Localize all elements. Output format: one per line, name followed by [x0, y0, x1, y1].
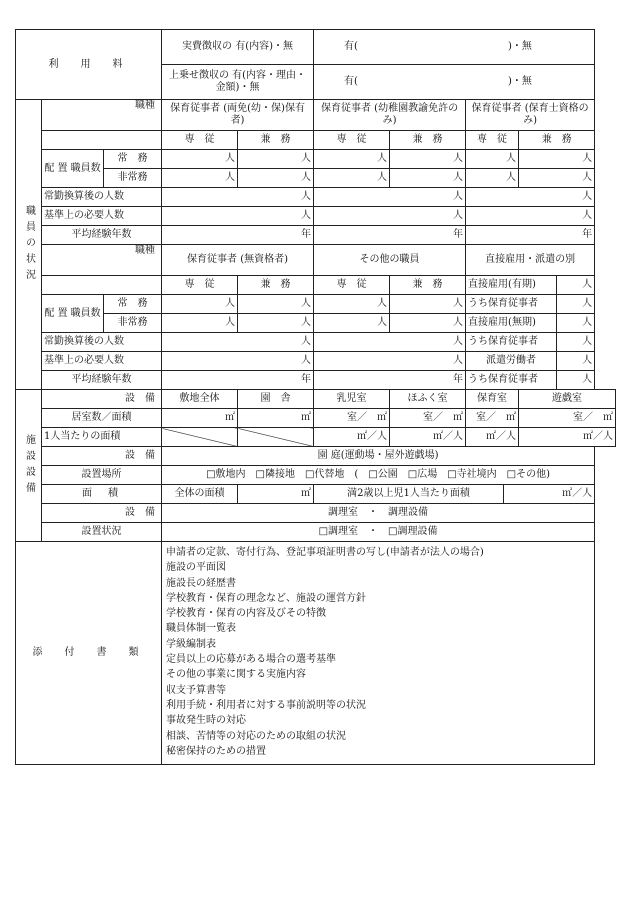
blank [42, 131, 162, 150]
doc-item: 利用手続・利用者に対する事前説明等の状況 [166, 699, 366, 711]
kenmu-2: 兼 務 [390, 131, 466, 150]
hijokin-label-2: 非常務 [104, 314, 162, 333]
blank [42, 276, 162, 295]
per-unit[interactable]: ㎡／人 [466, 428, 519, 447]
hitsuyo-label-1: 基準上の必要人数 [42, 207, 162, 226]
unit[interactable]: 年 [162, 371, 314, 390]
per-unit[interactable]: ㎡／人 [519, 428, 616, 447]
kenmu-5: 兼 務 [390, 276, 466, 295]
unit[interactable]: 人 [390, 150, 466, 169]
unit[interactable]: 年 [466, 226, 595, 245]
keiken-label-2: 平均経験年数 [42, 371, 162, 390]
room-site: 敷地全体 [162, 390, 238, 409]
kitchen-label: 調理室 ・ 調理設備 [162, 504, 595, 523]
room-area-unit[interactable]: 室／ ㎡ [314, 409, 390, 428]
diagonal-cell [162, 428, 238, 447]
haichi-label-1: 配 置 職員数 [42, 150, 104, 188]
m2-unit[interactable]: ㎡ [238, 485, 314, 504]
group2-col3: 直接雇用・派遣の別 [466, 245, 595, 276]
actual-fee-label: 実費徴収の 有(内容)・無 [162, 30, 314, 65]
menseki-label: 面 積 [42, 485, 162, 504]
haichi-label-2: 配 置 職員数 [42, 295, 104, 333]
room-infant: 乳児室 [314, 390, 390, 409]
facility-section-label: 施設設備 [16, 390, 42, 542]
unit[interactable]: 人 [162, 314, 238, 333]
kanzan-label-2: 常勤換算後の人数 [42, 333, 162, 352]
doc-item: 学校教育・保育の理念など、施設の運営方針 [166, 592, 366, 604]
emp-row-6: うち保育従事者 [466, 371, 557, 390]
unit[interactable]: 人 [519, 169, 595, 188]
keiken-label-1: 平均経験年数 [42, 226, 162, 245]
application-form-table [15, 29, 616, 765]
unit[interactable]: 人 [314, 352, 466, 371]
unit[interactable]: 人 [466, 188, 595, 207]
m2-unit[interactable]: ㎡ [162, 409, 238, 428]
unit[interactable]: 人 [162, 352, 314, 371]
unit[interactable]: 人 [314, 295, 390, 314]
unit[interactable]: 人 [390, 295, 466, 314]
kenmu-4: 兼 務 [238, 276, 314, 295]
group1-col2: 保育従事者 (幼稚園教諭免許のみ) [314, 100, 466, 131]
unit[interactable]: 人 [466, 207, 595, 226]
unit[interactable]: 人 [314, 188, 466, 207]
unit[interactable]: 人 [557, 371, 595, 390]
emp-row-5: 派遣労働者 [466, 352, 557, 371]
unit[interactable]: 人 [162, 333, 314, 352]
jokin-label-1: 常 務 [104, 150, 162, 169]
emp-row-4: うち保育従事者 [466, 333, 557, 352]
room-area-unit[interactable]: 室／ ㎡ [466, 409, 519, 428]
doc-item: 学校教育・保育の内容及びその特徴 [166, 608, 326, 620]
unit[interactable]: 人 [314, 314, 390, 333]
doc-item: 施設の平面図 [166, 562, 226, 574]
doc-item: 学級編制表 [166, 638, 216, 650]
unit[interactable]: 人 [314, 207, 466, 226]
unit[interactable]: 人 [162, 295, 238, 314]
diagonal-cell [238, 428, 314, 447]
jokin-label-2: 常 務 [104, 295, 162, 314]
setsubi-label-1: 設 備 [42, 390, 162, 409]
emp-row-3: 直接雇用(無期) [466, 314, 557, 333]
per-unit[interactable]: ㎡／人 [504, 485, 595, 504]
unit[interactable]: 人 [162, 188, 314, 207]
room-area-unit[interactable]: 室／ ㎡ [519, 409, 616, 428]
unit[interactable]: 人 [557, 295, 595, 314]
setchi-jokyo-label: 設置状況 [42, 523, 162, 542]
doc-item: 相談、苦情等の対応のための取組の状況 [166, 730, 346, 742]
hijokin-label-1: 非常務 [104, 169, 162, 188]
unit[interactable]: 人 [162, 169, 238, 188]
unit[interactable]: 人 [314, 333, 466, 352]
emp-row-1: 直接雇用(有期) [466, 276, 557, 295]
unit[interactable]: 人 [238, 314, 314, 333]
unit[interactable]: 年 [314, 371, 466, 390]
unit[interactable]: 人 [162, 150, 238, 169]
shokushu-label-1: 職種 [42, 100, 162, 131]
surcharge-fee-value[interactable]: 有( )・無 [314, 65, 595, 100]
room-area-unit[interactable]: 室／ ㎡ [390, 409, 466, 428]
unit[interactable]: 人 [557, 314, 595, 333]
unit[interactable]: 人 [466, 150, 519, 169]
kenmu-3: 兼 務 [519, 131, 595, 150]
unit[interactable]: 人 [162, 207, 314, 226]
room-building: 園 舎 [238, 390, 314, 409]
group1-col1: 保育従事者 (両免(幼・保)保有者) [162, 100, 314, 131]
surcharge-fee-label: 上乗せ徴収の 有(内容・理由・金額)・無 [162, 65, 314, 100]
doc-item: 事故発生時の対応 [166, 715, 246, 727]
kenmu-1: 兼 務 [238, 131, 314, 150]
setsubi-label-3: 設 備 [42, 504, 162, 523]
unit[interactable]: 年 [314, 226, 466, 245]
unit[interactable]: 人 [390, 314, 466, 333]
unit[interactable]: 人 [557, 276, 595, 295]
m2-unit[interactable]: ㎡ [238, 409, 314, 428]
unit[interactable]: 人 [466, 169, 519, 188]
senju-5: 専 従 [314, 276, 390, 295]
doc-item: 秘密保持のための措置 [166, 745, 266, 757]
kyoshitsu-label: 居室数／面積 [42, 409, 162, 428]
unit[interactable]: 人 [314, 169, 390, 188]
unit[interactable]: 人 [314, 150, 390, 169]
senju-4: 専 従 [162, 276, 238, 295]
unit[interactable]: 人 [557, 352, 595, 371]
emp-row-2: うち保育従事者 [466, 295, 557, 314]
doc-item: その他の事業に関する実施内容 [166, 669, 306, 681]
senju-3: 専 従 [466, 131, 519, 150]
location-options[interactable]: □敷地内 □隣接地 □代替地 ( □公園 □広場 □寺社境内 □その他) [162, 466, 595, 485]
group2-col1: 保育従事者 (無資格者) [162, 245, 314, 276]
doc-item: 施設長の経歴書 [166, 577, 236, 589]
unit[interactable]: 人 [238, 169, 314, 188]
shokushu-label-2: 職種 [42, 245, 162, 276]
doc-item: 定員以上の応募がある場合の選考基準 [166, 654, 336, 666]
garden-label: 園 庭(運動場・屋外遊戯場) [162, 447, 595, 466]
group2-col2: その他の職員 [314, 245, 466, 276]
doc-item: 職員体制一覧表 [166, 623, 236, 635]
senju-2: 専 従 [314, 131, 390, 150]
hitsuyo-label-2: 基準上の必要人数 [42, 352, 162, 371]
doc-item: 申請者の定款、寄付行為、登記事項証明書の写し(申請者が法人の場合) [166, 547, 484, 558]
per-unit[interactable]: ㎡／人 [314, 428, 390, 447]
room-play: 遊戯室 [519, 390, 616, 409]
unit[interactable]: 人 [390, 169, 466, 188]
per-person-label: 1人当たりの面積 [42, 428, 162, 447]
room-nursery: 保育室 [466, 390, 519, 409]
unit[interactable]: 人 [519, 150, 595, 169]
per-unit[interactable]: ㎡／人 [390, 428, 466, 447]
room-crawl: ほふく室 [390, 390, 466, 409]
group1-col3: 保育従事者 (保育士資格のみ) [466, 100, 595, 131]
actual-fee-value[interactable]: 有( )・無 [314, 30, 595, 65]
unit[interactable]: 人 [557, 333, 595, 352]
doc-item: 収支予算書等 [166, 684, 226, 696]
kitchen-checkboxes[interactable]: □調理室 ・ □調理設備 [162, 523, 595, 542]
total-area-label: 全体の面積 [162, 485, 238, 504]
unit[interactable]: 人 [238, 150, 314, 169]
fee-label: 利 用 料 [16, 30, 162, 100]
senju-1: 専 従 [162, 131, 238, 150]
docs-list [162, 542, 595, 765]
staff-section-label: 職員の状況 [16, 100, 42, 390]
setsubi-label-2: 設 備 [42, 447, 162, 466]
location-label: 設置場所 [42, 466, 162, 485]
unit[interactable]: 年 [162, 226, 314, 245]
unit[interactable]: 人 [238, 295, 314, 314]
per-child-label: 満2歳以上児1人当たり面積 [314, 485, 504, 504]
kanzan-label-1: 常勤換算後の人数 [42, 188, 162, 207]
docs-label: 添 付 書 類 [16, 542, 162, 765]
